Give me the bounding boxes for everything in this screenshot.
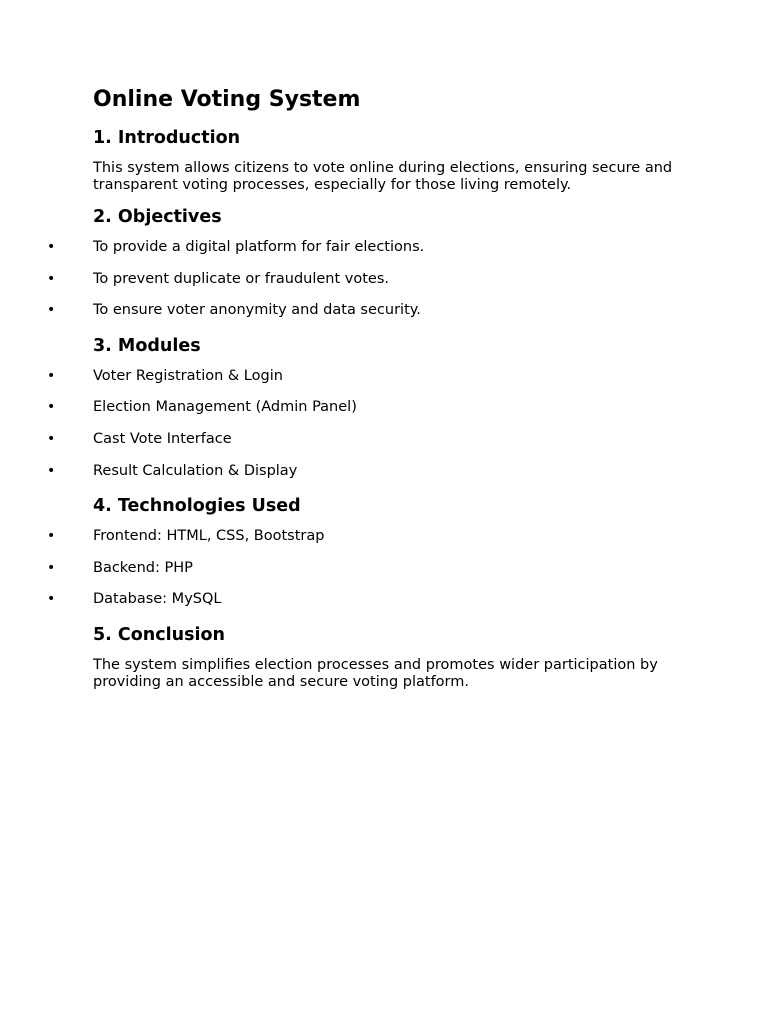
section-heading-modules: 3. Modules	[93, 335, 201, 356]
section-heading-technologies: 4. Technologies Used	[93, 496, 301, 517]
bullet-icon: •	[47, 591, 56, 608]
list-item-text: Election Management (Admin Panel)	[93, 399, 357, 416]
bullet-icon: •	[47, 462, 56, 479]
section-heading-objectives: 2. Objectives	[93, 207, 222, 227]
technologies-list	[47, 528, 693, 608]
bullet-icon: •	[47, 430, 56, 447]
bullet-icon: •	[47, 528, 56, 545]
modules-list	[47, 367, 693, 480]
list-item	[47, 591, 693, 608]
list-item-text: To prevent duplicate or fraudulent votes.	[93, 270, 389, 287]
list-item-text: Backend: PHP	[93, 559, 193, 576]
list-item	[47, 367, 693, 385]
bullet-icon: •	[47, 367, 56, 384]
list-item-text: Voter Registration & Login	[93, 367, 283, 384]
list-item	[47, 462, 693, 480]
bullet-icon: •	[47, 239, 56, 255]
bullet-icon: •	[47, 559, 56, 576]
list-item-text: Frontend: HTML, CSS, Bootstrap	[93, 528, 325, 545]
section-heading-conclusion: 5. Conclusion	[93, 624, 225, 645]
list-item	[47, 239, 693, 256]
objectives-list	[47, 239, 693, 319]
bullet-icon: •	[47, 399, 56, 416]
conclusion-paragraph: The system simplifies election processes and promotes wider participation by providing an accessible and secure voting platform.	[93, 656, 658, 690]
bullet-icon: •	[47, 302, 56, 319]
list-item-text: Result Calculation & Display	[93, 462, 298, 479]
list-item	[47, 528, 693, 545]
document-title: Online Voting System	[93, 87, 361, 112]
list-item	[47, 302, 693, 319]
list-item	[47, 430, 693, 448]
section-heading-introduction: 1. Introduction	[93, 128, 241, 148]
bullet-icon: •	[47, 270, 56, 287]
list-item-text: To ensure voter anonymity and data security.	[93, 302, 421, 319]
list-item	[47, 270, 693, 288]
introduction-paragraph: This system allows citizens to vote online during elections, ensuring secure and transparent voting processes, especially for those living remotely.	[93, 160, 673, 193]
list-item-text: Cast Vote Interface	[93, 430, 232, 447]
list-item	[47, 559, 693, 577]
document-content	[47, 86, 693, 702]
list-item-text: To provide a digital platform for fair elections.	[93, 239, 425, 255]
list-item-text: Database: MySQL	[93, 591, 222, 608]
list-item	[47, 399, 693, 416]
